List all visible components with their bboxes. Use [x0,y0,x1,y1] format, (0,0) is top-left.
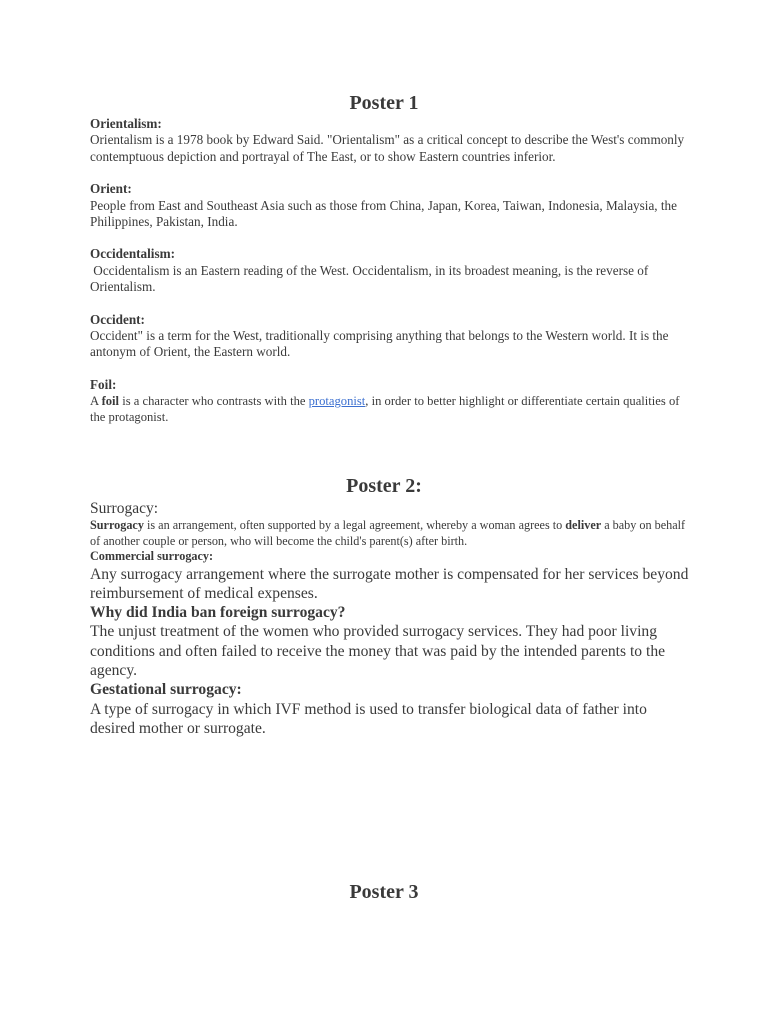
occident-heading: Occident: [90,311,145,327]
surrogacy-heading: Surrogacy: [90,500,159,517]
foil-text: A foil is a character who contrasts with the protagonist, in order to better highlight or differentiate certain qualities of the protagonist. [90,394,680,425]
india-ban-heading: Why did India ban foreign surrogacy? [90,604,346,622]
orient-text: People from East and Southeast Asia such as those from China, Japan, Korea, Taiwan, Indonesia, Malaysia, the Philippines, Pakistan, India. [90,197,678,230]
occidentalism-heading: Occidentalism: [90,246,175,262]
commercial-surrogacy-heading: Commercial surrogacy: [90,549,214,563]
surrogacy-text: Surrogacy is an arrangement, often supported by a legal agreement, whereby a woman agrees to deliver a baby on behalf of another couple or person, who will become the child's parent(s) after birth. [90,518,686,548]
poster-3-title: Poster 3 [349,881,419,903]
poster-2-section [90,500,690,738]
orientalism-text: Orientalism is a 1978 book by Edward Said. "Orientalism" as a critical concept to describe the West's commonly contemptuous depiction and portrayal of The East, or to show Eastern countries inferior. [90,132,685,164]
orient-heading: Orient: [90,181,132,197]
poster-1-section [90,116,690,425]
poster-1-title: Poster 1 [349,92,419,114]
occidentalism-text: Occidentalism is an Eastern reading of the West. Occidentalism, in its broadest meaning, is the reverse of Orientalism. [90,262,649,295]
poster-2-title: Poster 2: [346,475,422,497]
commercial-surrogacy-text: Any surrogacy arrangement where the surrogate mother is compensated for her services beyond reimbursement of medical expenses. [90,565,689,602]
foil-bold-term: foil [101,394,120,409]
gestational-surrogacy-text: A type of surrogacy in which IVF method is used to transfer biological data of father into desired mother or surrogate. [90,700,647,737]
gestational-surrogacy-heading: Gestational surrogacy: [90,681,242,699]
foil-heading: Foil: [90,376,117,392]
occident-text: Occident" is a term for the West, traditionally comprising anything that belongs to the Western world. It is the antonym of Orient, the Eastern world. [90,328,669,360]
india-ban-text: The unjust treatment of the women who provided surrogacy services. They had poor living conditions and often failed to receive the money that was paid by the intended parents to the agency. [90,623,666,679]
orientalism-heading: Orientalism: [90,116,162,131]
protagonist-link[interactable]: protagonist [308,394,366,409]
